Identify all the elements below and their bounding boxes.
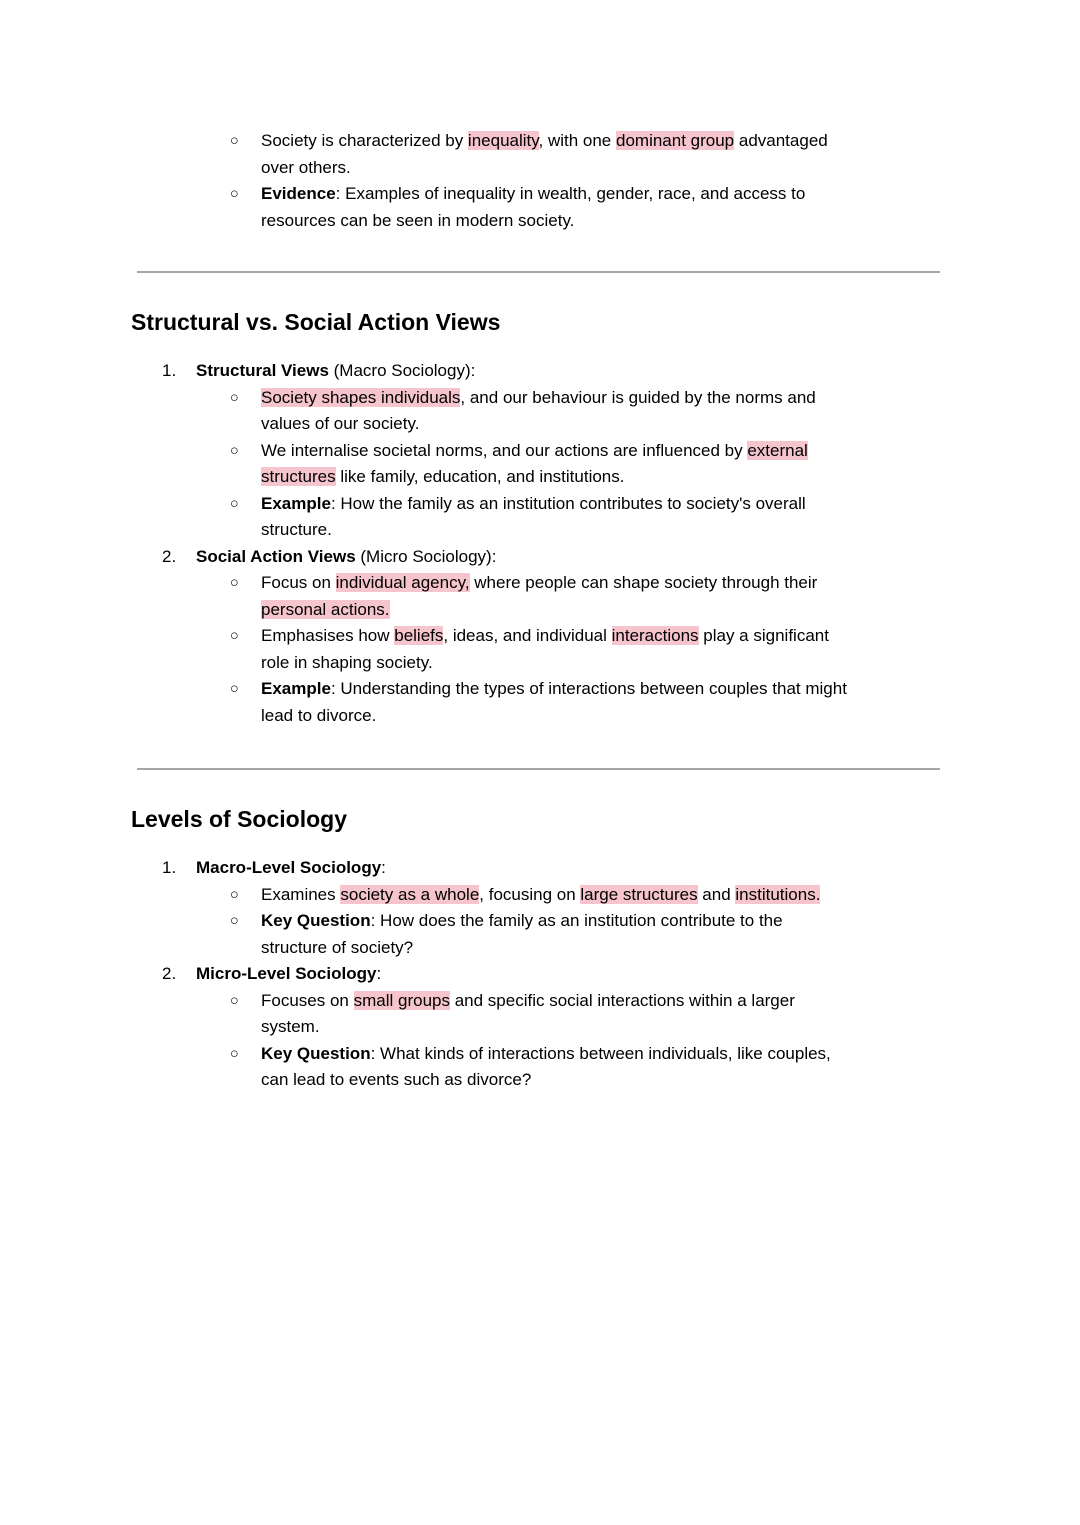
list-item bbox=[196, 385, 962, 438]
circle-bullet-icon: ○ bbox=[230, 913, 239, 929]
section-divider bbox=[137, 768, 940, 770]
list-item-text: Society is characterized by inequality, with one dominant group advantaged over others. bbox=[261, 131, 828, 177]
numbered-item-social-action-views bbox=[131, 544, 962, 730]
circle-bullet-icon: ○ bbox=[230, 1045, 239, 1062]
list-item-text: Focus on individual agency, where people can shape society through their personal actions. bbox=[261, 573, 818, 619]
list-item-text: We internalise societal norms, and our actions are influenced by external structures like family, education, and institutions. bbox=[261, 440, 808, 486]
list-item bbox=[196, 1041, 962, 1094]
list-item bbox=[196, 908, 962, 961]
item-number: 2. bbox=[162, 964, 177, 983]
list-item bbox=[131, 128, 962, 181]
list-item bbox=[196, 491, 962, 544]
circle-bullet-icon: ○ bbox=[230, 575, 239, 591]
numbered-item-macro-level bbox=[131, 855, 962, 961]
circle-bullet-icon: ○ bbox=[230, 681, 239, 697]
numbered-list-structural-social bbox=[131, 358, 962, 729]
list-item-text: Key Question: How does the family as an institution contribute to the structure of society? bbox=[261, 911, 783, 957]
section-divider bbox=[137, 271, 940, 273]
list-item-text: Example: Understanding the types of interactions between couples that might lead to divorce. bbox=[261, 679, 847, 725]
list-item bbox=[196, 623, 962, 676]
list-item-text: Focuses on small groups and specific social interactions within a larger system. bbox=[261, 990, 795, 1036]
circle-bullet-icon: ○ bbox=[230, 389, 239, 406]
list-item-text: Society shapes individuals, and our behaviour is guided by the norms and values of our society. bbox=[261, 387, 816, 433]
list-item bbox=[196, 882, 962, 909]
item-title: Micro-Level Sociology: bbox=[196, 964, 382, 983]
list-item bbox=[196, 570, 962, 623]
list-item-text: Example: How the family as an institution contributes to society's overall structure. bbox=[261, 493, 806, 539]
numbered-item-structural-views bbox=[131, 358, 962, 544]
circle-bullet-icon: ○ bbox=[230, 628, 239, 644]
list-item bbox=[196, 676, 962, 729]
list-item bbox=[196, 438, 962, 491]
item-number: 1. bbox=[162, 361, 177, 380]
item-title: Social Action Views (Micro Sociology): bbox=[196, 546, 497, 566]
section-heading-levels-of-sociology: Levels of Sociology bbox=[131, 806, 347, 832]
numbered-list-levels bbox=[131, 855, 962, 1094]
item-title: Macro-Level Sociology: bbox=[196, 858, 386, 877]
list-item bbox=[131, 181, 962, 234]
circle-bullet-icon: ○ bbox=[230, 186, 239, 202]
list-item-text: Evidence: Examples of inequality in wealth, gender, race, and access to resources can be seen in modern society. bbox=[261, 184, 806, 230]
section-heading-structural-vs-social-action: Structural vs. Social Action Views bbox=[131, 309, 501, 335]
circle-bullet-icon: ○ bbox=[230, 442, 239, 459]
item-title: Structural Views (Macro Sociology): bbox=[196, 361, 476, 380]
circle-bullet-icon: ○ bbox=[230, 495, 239, 512]
list-item-text: Examines society as a whole, focusing on large structures and institutions. bbox=[261, 884, 821, 904]
circle-bullet-icon: ○ bbox=[230, 886, 239, 903]
circle-bullet-icon: ○ bbox=[230, 992, 239, 1009]
item-number: 2. bbox=[162, 546, 177, 566]
circle-bullet-icon: ○ bbox=[230, 133, 239, 149]
item-number: 1. bbox=[162, 858, 177, 877]
intro-bullet-list bbox=[131, 128, 962, 234]
numbered-item-micro-level bbox=[131, 961, 962, 1094]
list-item-text: Emphasises how beliefs, ideas, and individual interactions play a significant role in shaping society. bbox=[261, 626, 829, 672]
list-item-text: Key Question: What kinds of interactions between individuals, like couples, can lead to events such as divorce? bbox=[261, 1043, 831, 1089]
list-item bbox=[196, 988, 962, 1041]
